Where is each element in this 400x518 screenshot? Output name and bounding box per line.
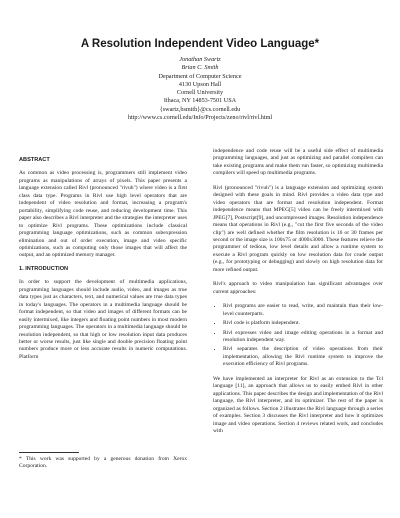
introduction-heading: 1. INTRODUCTION — [19, 265, 69, 272]
advantages-list — [213, 303, 383, 369]
author-university: Cornell University — [176, 89, 224, 97]
introduction-paragraph: In order to support the development of multimedia applications, programming languages should include audio, video, and images as true data types just as characters, text, and numerical values are true data types in today's languages. The operators in a multimedia language should be format independent, so that video and images of different formats can be easily intermixed, like integers and floating point numbers in most modern programming languages. The operators in a multimedia language should be resolution independent, so that high or low resolution input data produces better or worse results, just like single and double precision floating point numbers produce more or less accurate results in numeric computations. Platform — [19, 279, 187, 360]
list-item: • Rivl separates the description of video operations from their implementation, allowing the Rivl runtime system to improve the execution efficiency of Rivl programs. — [223, 346, 383, 368]
list-item: • Rivl code is platform independent. — [223, 320, 383, 327]
author-name: Brian C. Smith — [181, 64, 219, 72]
left-column — [19, 148, 187, 367]
author-name: Jonathan Swartz — [179, 56, 221, 63]
abstract-text: As common as video processing is, programmers still implement video programs as manipulations of arrays of pixels. This paper presents a language extension called Rivl (pronounced "rivuh") where video is a first class data type. Programs in Rivl use high level operators that are independent of video resolution and format, increasing a program's portability, simplifying code reuse, and reducing development time. This paper also describes a Rivl interpreter and the strategies the interpreter uses to optimize Rivl programs. These optimizations include classical programming language optimizations, such as common subexpression elimination and out of order execution, image and video specific optimizations, such as computing only those images that will affect the output, and an optimized memory manager. — [19, 170, 187, 259]
footnote-divider — [19, 452, 79, 453]
author-department: Department of Computer Science — [158, 72, 242, 80]
body-paragraph: Rivl's approach to video manipulation has significant advantages over current approaches: — [213, 281, 383, 295]
project-url: http://www.cs.cornell.edu/Info/Projects/zeno/rivl/rivl.html — [127, 114, 273, 122]
list-item: • Rivl programs are easier to read, write, and maintain than their low-level counterparts. — [223, 303, 383, 318]
body-paragraph: We have implemented an interpreter for Rivl as an extension to the Tcl language [11], an approach that allows us to easily embed Rivl in other applications. This paper describes the design and implementation of the Rivl language, the Rivl interpreter, and its optimizer. The rest of the paper is organized as follows. Section 2 illustrates the Rivl language through a series of examples. Section 3 discusses the Rivl interpreter and how it optimizes image and video operations. Section 4 reviews related work, and concludes with — [213, 375, 383, 434]
footnote: * This work was supported by a generous donation from Xerox Corporation. — [19, 456, 187, 470]
paper-title: A Resolution Independent Video Language* — [80, 38, 320, 50]
list-item: • Rivl expresses video and image editing operations in a format and resolution independent way. — [223, 330, 383, 345]
author-email: {swartz,bsmith}@cs.cornell.edu — [159, 105, 241, 113]
right-column — [213, 148, 383, 442]
author-block — [0, 56, 400, 122]
body-paragraph: independence and code reuse will be a useful side effect of multimedia programming languages, and just as optimizing and parallel compilers can take existing programs and make them run faster, so optimizing multimedia compilers will speed up multimedia programs. — [213, 148, 383, 177]
body-paragraph: Rivl (pronounced "rivuh") is a language extension and optimizing system designed with these goals in mind. Rivl provides a video data type and video operators that are format and resolution independent. Format independence means that MPEG[5] video can be freely intermixed with JPEG[7], Postscript[9], and uncompressed images. Resolution independence means that operations in Rivl (e.g., "cut the first five seconds of the video clip") are well defined whether the film resolution is 16 or 30 frames per second or the image size is 100x75 or 4000x3000. These features relieve the programmer of tedious, low level details and allow a runtime system to execute a Rivl program quickly on low resolution data for crude output (e.g., for prototyping or debugging) and slowly on high resolution data for more refined output. — [213, 184, 383, 273]
author-street: 4130 Upson Hall — [178, 80, 222, 88]
abstract-heading: ABSTRACT — [19, 157, 50, 163]
author-city: Ithaca, NY 14853-7501 USA — [163, 97, 237, 105]
